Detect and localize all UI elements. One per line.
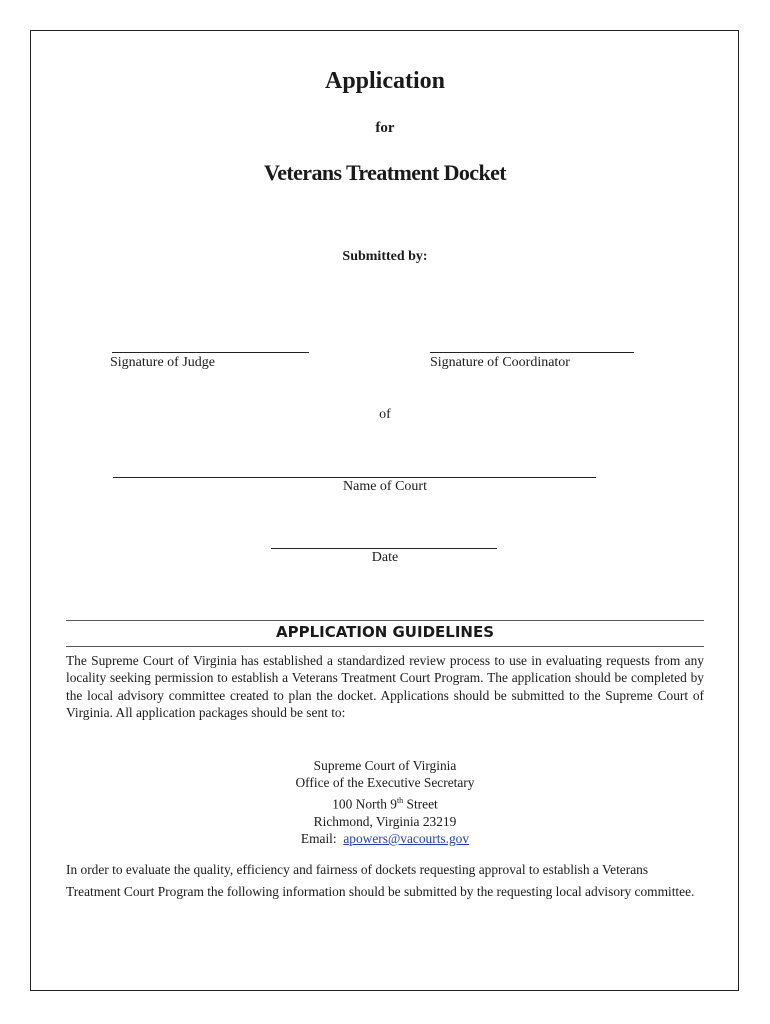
guidelines-heading: APPLICATION GUIDELINES xyxy=(275,623,495,641)
coordinator-signature-line xyxy=(430,352,634,353)
coordinator-signature-label: Signature of Coordinator xyxy=(430,355,570,370)
street-number: 100 North 9 xyxy=(332,796,397,812)
closing-paragraph: In order to evaluate the quality, efficiency and fairness of dockets requesting approval to establish a Veterans Treatment Court Program the following information should be submitted by the requesting local advisory committee. xyxy=(66,862,695,899)
street-name: Street xyxy=(403,796,438,812)
street-suffix: th xyxy=(396,795,404,805)
email-label: Email: xyxy=(300,831,344,847)
email-link[interactable]: apowers@vacourts.gov xyxy=(343,831,470,847)
guidelines-body: The Supreme Court of Virginia has established a standardized review process to use in evaluating requests from any locality seeking permission to establish a Veterans Treatment Court Program. The application should be completed by the local advisory committee created to plan the docket. Applications should be submitted to the Supreme Court of Virginia. All application packages should be sent to: xyxy=(66,653,704,721)
mailing-address xyxy=(0,757,770,848)
address-line-office: Office of the Executive Secretary xyxy=(295,775,475,791)
judge-signature-label: Signature of Judge xyxy=(110,355,215,370)
date-label: Date xyxy=(371,550,399,565)
for-label: for xyxy=(375,120,395,136)
guidelines-top-rule xyxy=(66,620,704,621)
date-line xyxy=(271,548,497,549)
judge-signature-line xyxy=(112,352,309,353)
address-line-city: Richmond, Virginia 23219 xyxy=(313,813,457,829)
address-line-street xyxy=(0,792,770,813)
of-label: of xyxy=(379,407,391,422)
court-name-line xyxy=(113,477,596,478)
address-line-email xyxy=(0,830,770,847)
guidelines-bottom-rule xyxy=(66,646,704,647)
document-title: Application xyxy=(324,68,446,94)
document-subtitle: Veterans Treatment Docket xyxy=(263,160,507,185)
court-name-label: Name of Court xyxy=(343,479,427,494)
address-line-court: Supreme Court of Virginia xyxy=(313,758,457,773)
submitted-by-label: Submitted by: xyxy=(342,249,428,264)
